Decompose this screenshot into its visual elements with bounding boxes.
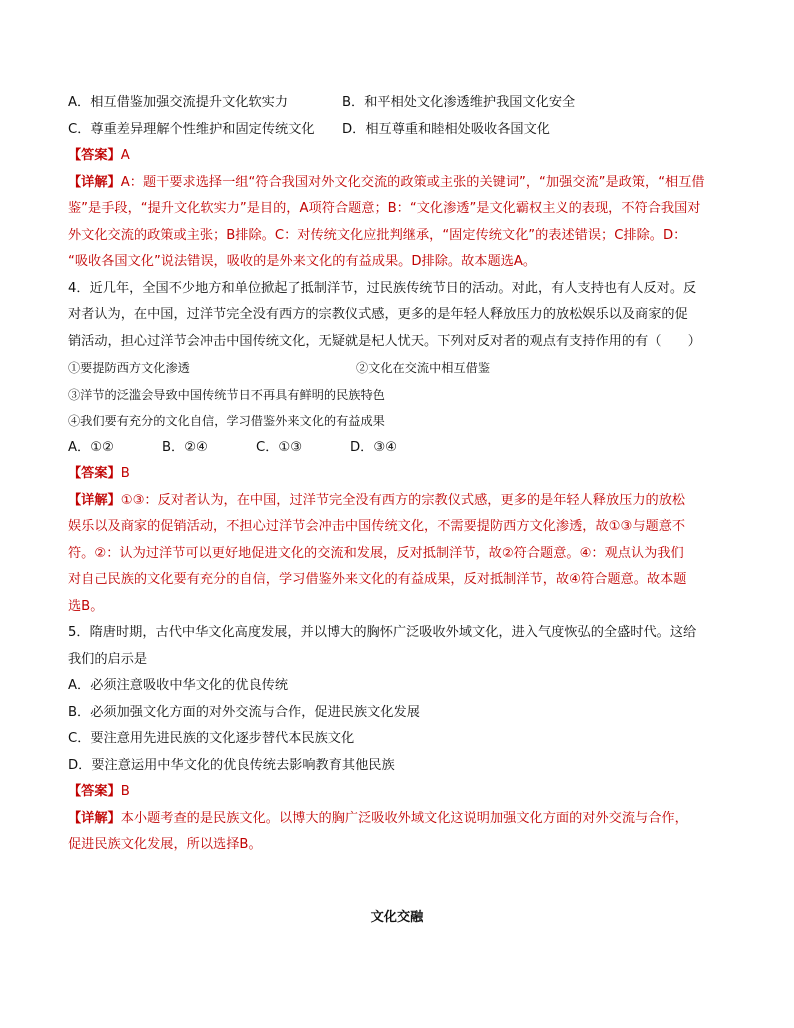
q5-answer-value: B: [120, 784, 130, 799]
q5-detail-line: 促进民族文化发展，所以选择B。: [68, 837, 262, 852]
q4-answer-value: B: [120, 466, 130, 481]
q3-option-d: D．相互尊重和睦相处吸收各国文化: [342, 121, 550, 137]
q5-answer-tag: 【答案】: [68, 784, 121, 799]
q3-options-row-1: [68, 90, 728, 117]
q4-detail-line: 符。②：认为过洋节可以更好地促进文化的交流和发展，反对抵制洋节，故②符合题意。④：观点认为我们: [68, 545, 684, 561]
q4-items-row-1: [68, 355, 728, 382]
q5-stem-line: 5．隋唐时期，古代中华文化高度发展，并以博大的胸怀广泛吸收外域文化，进入气度恢弘的全盛时代。这给: [68, 625, 697, 640]
q4-detail-line: 娱乐以及商家的促销活动，不担心过洋节会冲击中国传统文化，不需要提防西方文化渗透，故①③与题意不: [68, 519, 686, 534]
q4-answer-tag: 【答案】: [68, 466, 121, 481]
q4-option-c: C．①③: [256, 439, 303, 455]
q5-detail-tag: 【详解】: [68, 810, 121, 826]
q5-answer: [68, 779, 728, 806]
q4-stem-line: 对者认为，在中国，过洋节完全没有西方的宗教仪式感，更多的是年轻人释放压力的放松娱乐以及商家的促: [68, 307, 688, 322]
q4-stem-line: 销活动，担心过洋节会冲击中国传统文化，无疑就是杞人忧天。下列对反对者的观点有支持作用的有（ ）: [68, 333, 701, 349]
q4-stem: [68, 276, 728, 356]
q5-detail: [68, 806, 728, 859]
q3-detail-line: “吸收各国文化”说法错误，吸收的是外来文化的有益成果。D排除。故本题选A。: [68, 254, 537, 269]
q3-detail-line: 鉴”是手段，“提升文化软实力”是目的，A项符合题意；B：“文化渗透”是文化霸权主义的表现，不符合我国对: [68, 201, 701, 216]
q4-detail-line: 对自己民族的文化要有充分的自信，学习借鉴外来文化的有益成果，反对抵制洋节，故④符合题意。故本题: [68, 572, 687, 587]
q4-detail-text: ①③：反对者认为，在中国，过洋节完全没有西方的宗教仪式感，更多的是年轻人释放压力的放松: [120, 492, 686, 508]
section-title: 文化交融: [370, 910, 424, 925]
q5-stem-line: 我们的启示是: [68, 651, 148, 667]
q4-option-b: B．②④: [162, 439, 208, 455]
q3-detail-tag: 【详解】: [68, 174, 121, 190]
q3-detail-text: A：题干要求选择一组“符合我国对外文化交流的政策或主张的关键词”，“加强交流”是政策，“相互借: [120, 174, 705, 190]
q3-detail: [68, 170, 728, 276]
q3-answer-tag: 【答案】: [68, 148, 121, 163]
q3-answer-value: A: [120, 148, 130, 163]
q4-item-4: ④我们要有充分的文化自信，学习借鉴外来文化的有益成果: [68, 414, 385, 428]
q5-option-d: D．要注意运用中华文化的优良传统去影响教育其他民族: [68, 757, 395, 773]
q3-answer: [68, 143, 728, 170]
q4-detail: [68, 488, 728, 621]
q4-option-d: D．③④: [350, 439, 397, 455]
q4-detail-line: 选B。: [68, 598, 104, 614]
q4-option-a: A．①②: [68, 439, 114, 455]
q4-answer: [68, 461, 728, 488]
document-content: [68, 90, 728, 859]
q4-item-1: ①要提防西方文化渗透: [68, 361, 190, 375]
q4-item-2: ②文化在交流中相互借鉴: [356, 361, 491, 375]
q4-options: [68, 435, 728, 462]
q3-options-row-2: [68, 117, 728, 144]
q5-detail-line: [68, 806, 728, 833]
q5-option-a: A．必须注意吸收中华文化的优良传统: [68, 678, 289, 693]
q4-item-3: ③洋节的泛滥会导致中国传统节日不再具有鲜明的民族特色: [68, 387, 385, 402]
q4-stem-line: 4．近几年，全国不少地方和单位掀起了抵制洋节，过民族传统节日的活动。对此，有人支持也有人反对。反: [68, 280, 697, 296]
q5-detail-text: 本小题考查的是民族文化。以博大的胸广泛吸收外域文化这说明加强文化方面的对外交流与合作，: [120, 810, 688, 826]
q3-option-b: B．和平相处文化渗透维护我国文化安全: [342, 95, 576, 110]
q5-stem: [68, 620, 728, 673]
q3-detail-line: [68, 170, 728, 197]
q5-option-c: C．要注意用先进民族的文化逐步替代本民族文化: [68, 731, 355, 746]
q3-option-c: C．尊重差异理解个性维护和固定传统文化: [68, 121, 315, 137]
q3-detail-line: 外文化交流的政策或主张；B排除。C：对传统文化应批判继承，“固定传统文化”的表述错误；C排除。D：: [68, 227, 687, 243]
q4-detail-tag: 【详解】: [68, 492, 121, 508]
q4-detail-line: [68, 488, 728, 515]
q3-option-a: A．相互借鉴加强交流提升文化软实力: [68, 95, 289, 110]
q5-option-b: B．必须加强文化方面的对外交流与合作，促进民族文化发展: [68, 704, 420, 720]
